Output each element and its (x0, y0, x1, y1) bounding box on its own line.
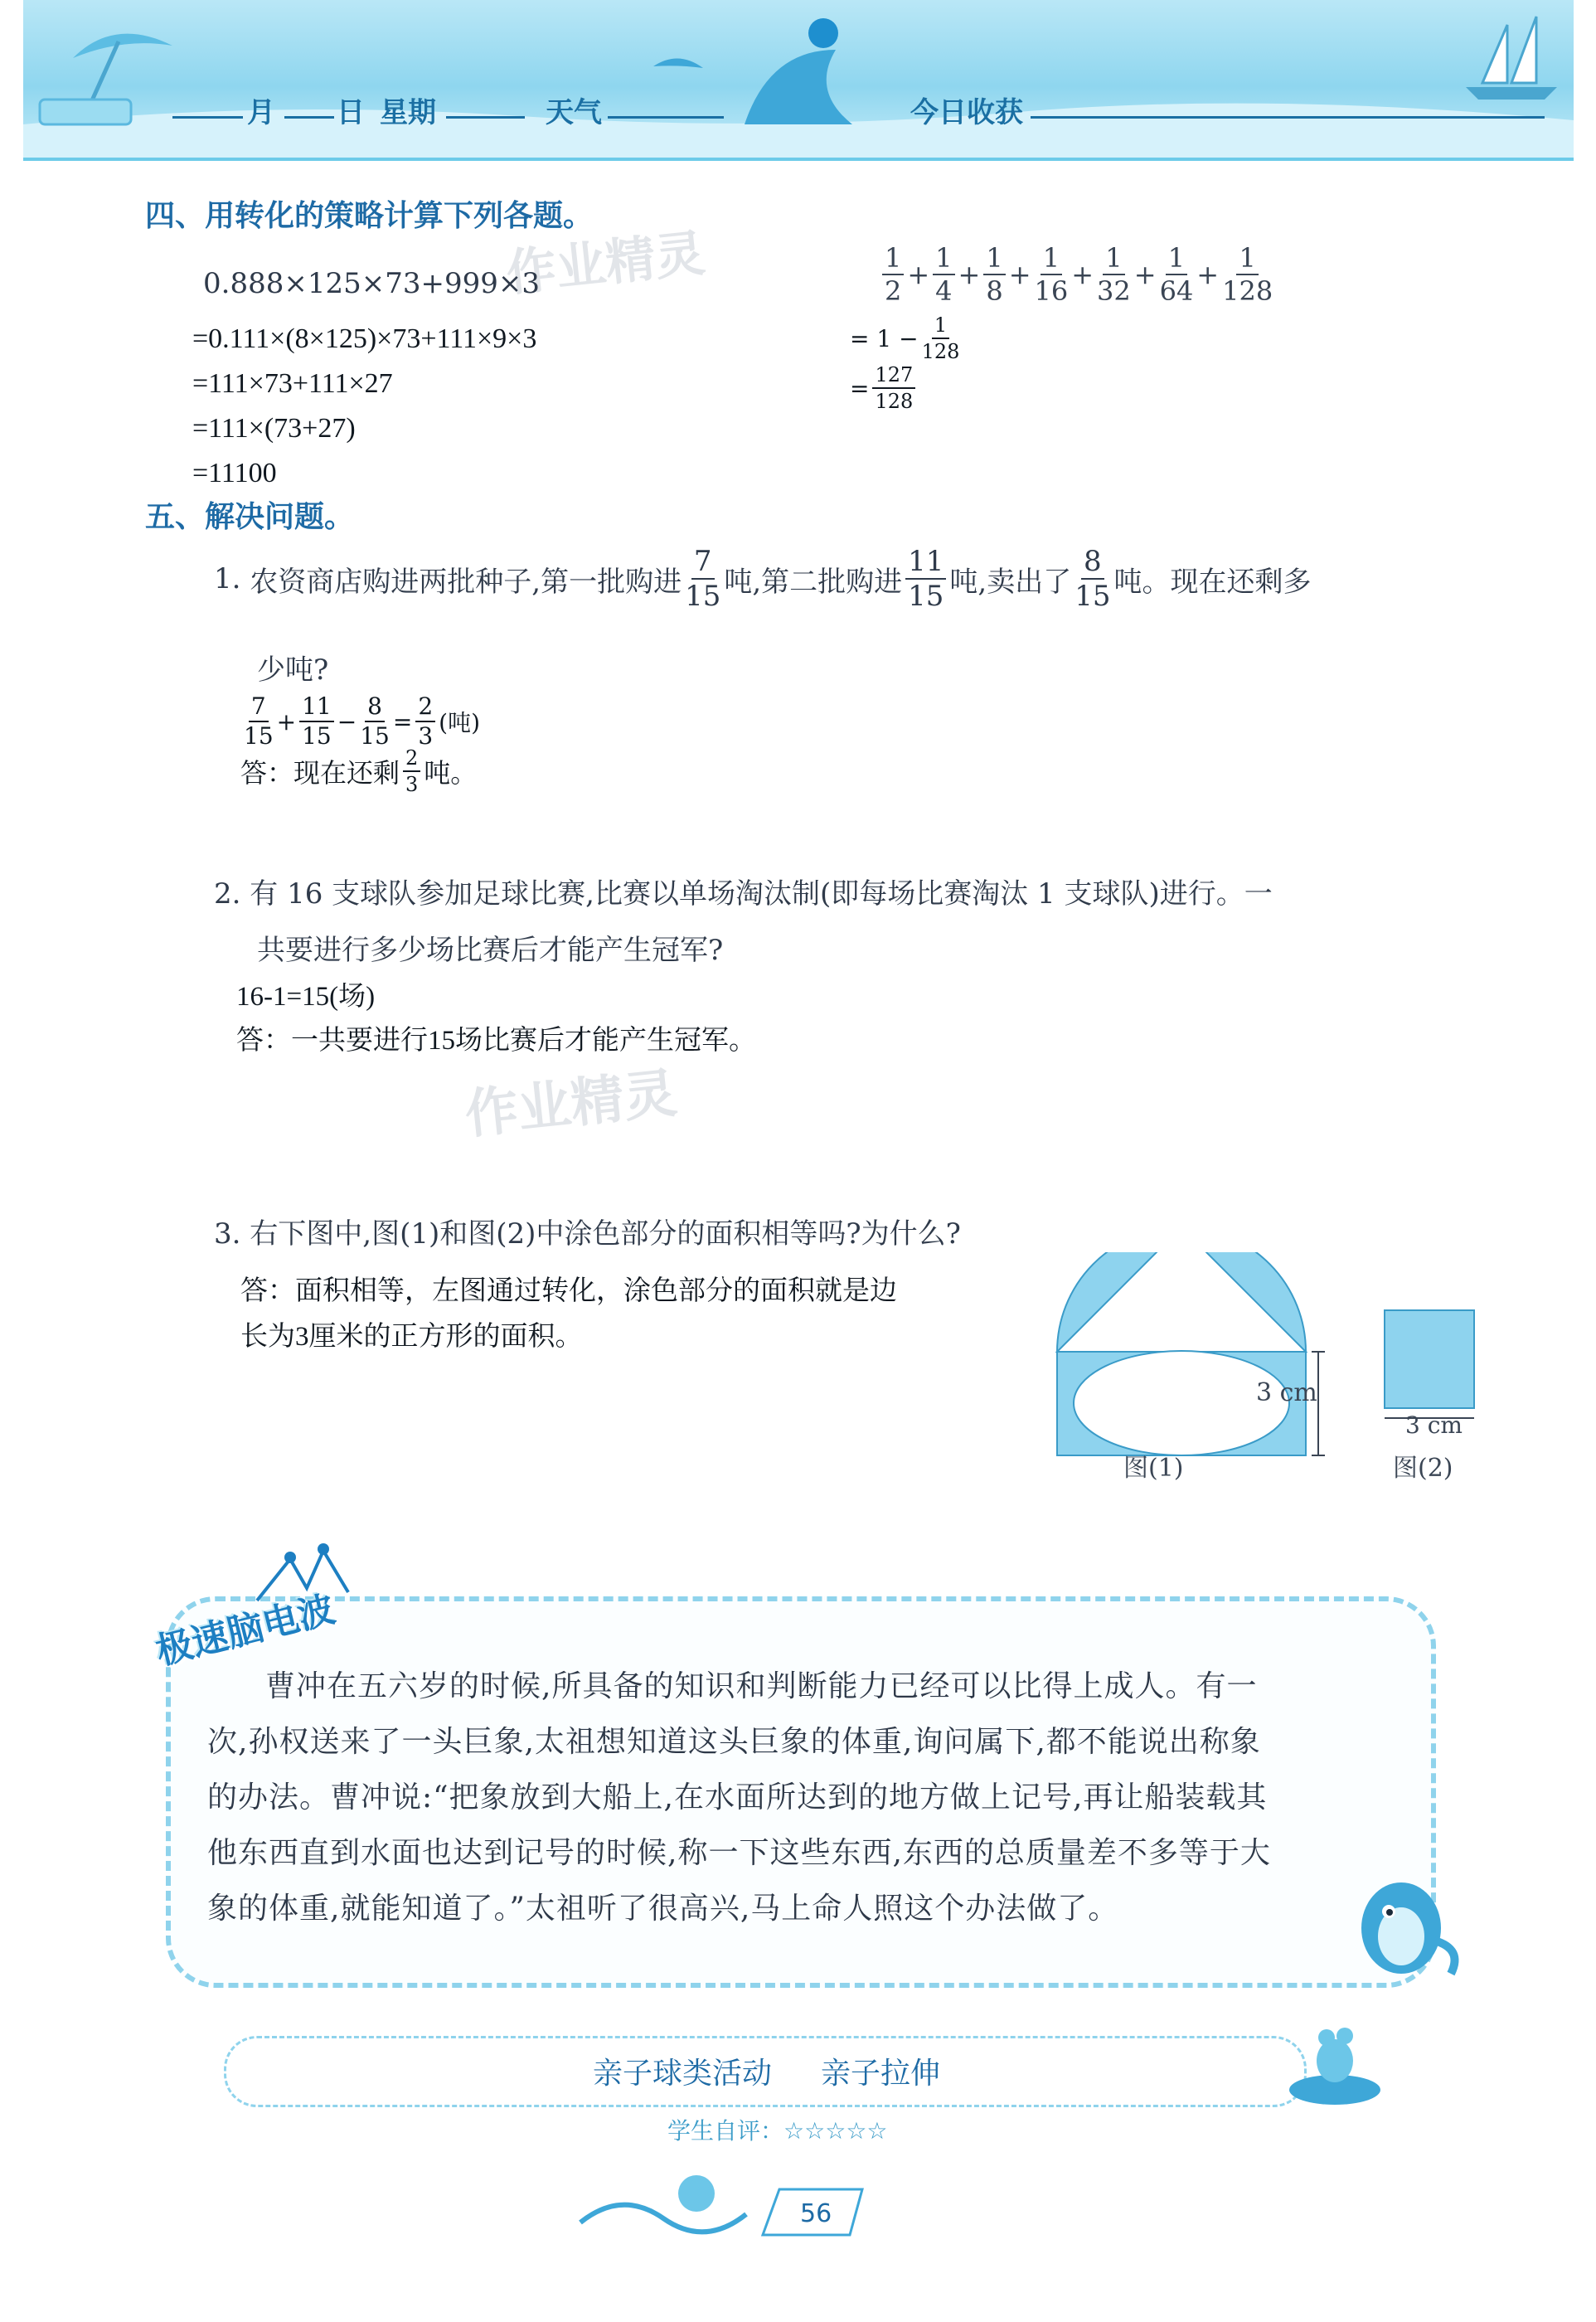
step-b-2: = $\frac{127}{128}$ (850, 365, 919, 411)
fraction: $\frac{1}{2}$ (882, 245, 904, 304)
section-5-title: 五、解决问题。 (145, 500, 355, 534)
fraction: $\frac{1}{32}$ (1097, 242, 1131, 307)
q1-calc: $\frac{7}{15}$ + $\frac{11}{15}$ − $\frac{8}{15}$ = $\frac{2}{3}$ (吨) (244, 692, 481, 750)
plus-sign: + (1071, 259, 1094, 290)
watermark: 作业精灵 (462, 1062, 680, 1147)
figure-1 (1045, 1252, 1343, 1468)
antenna-icon (249, 1542, 381, 1609)
fraction: $\frac{1}{128}$ (921, 313, 960, 363)
fraction: $\frac{1}{8}$ (983, 245, 1005, 304)
fraction: $\frac{11}{15}$ (905, 547, 946, 610)
plus-sign: + (1008, 259, 1031, 290)
story-line-1: 曹冲在五六岁的时候,所具备的知识和判断能力已经可以比得上成人。有一 (265, 1669, 1258, 1703)
plus-sign: + (958, 259, 981, 290)
step-b-1: = 1 − $\frac{1}{128}$ (850, 313, 960, 363)
dolphin-mascot-icon (1343, 1866, 1467, 1990)
fraction: $\frac{1}{4}$ (933, 245, 954, 304)
fraction: $\frac{8}{15}$ (360, 692, 390, 750)
fraction: $\frac{1}{64}$ (1159, 242, 1194, 307)
q1-text: 1. 农资商店购进两批种子,第一批购进 $\frac{7}{15}$ 吨,第二批购进 $\frac{11}{15}$ 吨,卖出了 $\frac{8}{15}$ 吨。现在还剩多 (214, 545, 1312, 613)
rating-stars[interactable]: ☆☆☆☆☆ (783, 2117, 888, 2145)
q1-text-cont: 少吨? (257, 653, 329, 687)
figure-2-dimension: 3 cm (1405, 1411, 1463, 1439)
q2-answer: 答：一共要进行15场比赛后才能产生冠军。 (236, 1026, 756, 1056)
weekday-blank[interactable] (446, 91, 525, 119)
header-banner (23, 0, 1574, 161)
month-label: 月 (247, 96, 275, 129)
harvest-blank[interactable] (1031, 91, 1545, 119)
story-line-3: 的办法。曹冲说:“把象放到大船上,在水面所达到的地方做上记号,再让船装载其 (207, 1780, 1268, 1814)
day-blank[interactable] (284, 91, 334, 119)
problem-b (879, 242, 1276, 307)
page-number: 56 (800, 2199, 832, 2228)
fraction: $\frac{7}{15}$ (244, 692, 274, 750)
q3-text: 3. 右下图中,图(1)和图(2)中涂色部分的面积相等吗?为什么? (214, 1217, 961, 1251)
activity-1: 亲子球类活动 (593, 2057, 773, 2091)
figure-1-dimension: 3 cm (1256, 1378, 1317, 1407)
q3-answer-line-1: 答：面积相等，左图通过转化，涂色部分的面积就是边 (240, 1276, 897, 1306)
self-eval (667, 2113, 888, 2146)
harvest-label: 今日收获 (910, 96, 1023, 129)
weather-label: 天气 (546, 96, 602, 129)
plus-sign: + (1133, 259, 1157, 290)
self-eval-label: 学生自评： (667, 2117, 784, 2145)
fraction: $\frac{2}{3}$ (415, 695, 435, 748)
section-4-title: 四、用转化的策略计算下列各题。 (145, 199, 594, 233)
step-a-4: =11100 (192, 458, 277, 488)
step-a-3: =111×(73+27) (192, 413, 356, 444)
q2-text: 2. 有 16 支球队参加足球比赛,比赛以单场淘汰制(即每场比赛淘汰 1 支球队)进行。一 (214, 877, 1273, 911)
figure-1-caption: 图(1) (1123, 1454, 1184, 1483)
fraction: $\frac{1}{16}$ (1034, 242, 1069, 307)
figure-2-square (1385, 1310, 1474, 1408)
plus-sign: + (907, 259, 930, 290)
fraction: $\frac{2}{3}$ (403, 748, 420, 794)
fraction: $\frac{11}{15}$ (299, 695, 334, 748)
figure-2-caption: 图(2) (1393, 1454, 1453, 1483)
story-line-5: 象的体重,就能知道了。”太祖听了很高兴,马上命人照这个办法做了。 (207, 1892, 1119, 1926)
weekday-label: 星期 (380, 96, 436, 129)
fraction: $\frac{127}{128}$ (872, 365, 915, 411)
problem-a: 0.888×125×73+999×3 (203, 267, 540, 300)
q2-text-cont: 共要进行多少场比赛后才能产生冠军? (257, 934, 724, 967)
plus-sign: + (1196, 259, 1220, 290)
q1-answer: 答：现在还剩 $\frac{2}{3}$ 吨。 (240, 746, 478, 796)
fraction: $\frac{1}{128}$ (1222, 242, 1273, 307)
fraction: $\frac{8}{15}$ (1075, 545, 1111, 613)
watermark: 作业精灵 (503, 224, 708, 304)
step-a-1: =0.111×(8×125)×73+111×9×3 (192, 323, 537, 354)
step-a-2: =111×73+111×27 (192, 368, 393, 399)
q3-answer-line-2: 长为3厘米的正方形的面积。 (240, 1322, 583, 1352)
activity-2: 亲子拉伸 (821, 2057, 941, 2091)
fraction: $\frac{7}{15}$ (685, 545, 721, 613)
brain-wave-title: 极速脑电波 (152, 1588, 339, 1673)
q2-calc: 16-1=15(场) (236, 982, 376, 1012)
weather-blank[interactable] (608, 91, 724, 119)
story-line-2: 次,孙权送来了一头巨象,太祖想知道这头巨象的体重,询问属下,都不能说出称象 (207, 1725, 1261, 1759)
day-label: 日 (337, 96, 365, 129)
beach-scene-illustration (23, 0, 1574, 158)
story-line-4: 他东西直到水面也达到记号的时候,称一下这些东西,东西的总质量差不多等于大 (207, 1836, 1271, 1870)
month-blank[interactable] (172, 91, 243, 119)
frog-on-lily-pad-icon (1285, 2003, 1385, 2111)
